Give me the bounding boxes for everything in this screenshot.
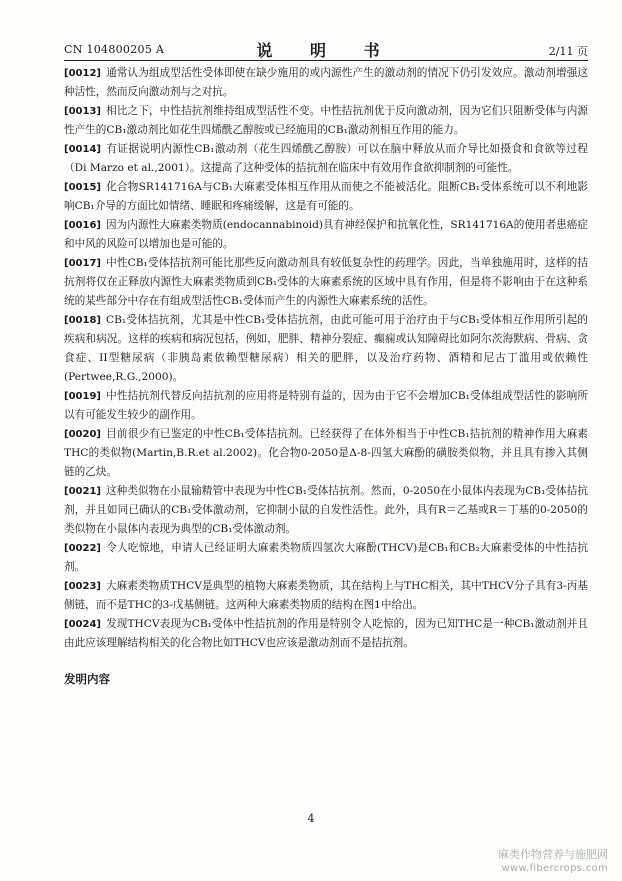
paragraph-0024 <box>64 615 588 653</box>
paragraph-0018 <box>64 311 588 387</box>
paragraph-number: [0015] <box>64 182 101 193</box>
paragraph-0016 <box>64 216 588 254</box>
page-indicator: 2/11 页 <box>548 45 588 58</box>
page-header <box>64 38 588 61</box>
paragraph-0012 <box>64 64 588 102</box>
paragraph-number: [0023] <box>64 581 101 592</box>
paragraph-text: 目前很少有已鉴定的中性CB₁受体拮抗剂。已经获得了在体外相当于中性CB₁拮抗剂的精神作用大麻素THC的类似物(Martin,B.R.et al.2002)。化合物0-2050是Δ-8-四氢大麻酚的磺胺类似物，并且具有掺入其侧链的乙炔。 <box>64 428 588 478</box>
watermark-title: 麻类作物营养与施肥网 <box>498 848 608 861</box>
paragraph-text: 发现THCV表现为CB₁受体中性拮抗剂的作用是特别令人吃惊的，因为已知THC是一种CB₁激动剂并且由此应该理解结构相关的化合物比如THCV也应该是激动剂而不是拮抗剂。 <box>64 618 588 649</box>
document-title: 说 明 书 <box>256 41 396 60</box>
paragraph-text: CB₁受体拮抗剂，尤其是中性CB₁受体拮抗剂，由此可能可用于治疗由于与CB₁受体相互作用所引起的疾病和病况。这样的疾病和病况包括，例如，肥胖、精神分裂症、癫痫或认知障碍比如阿尔茨海默病、骨病、贪食症、II型糖尿病（非胰岛素依赖型糖尿病）相关的肥胖，以及治疗药物、酒精和尼古丁滥用或依赖性(Pertwee,R.G.,2000)。 <box>64 314 588 383</box>
paragraph-number: [0016] <box>64 220 101 231</box>
paragraph-text: 因为内源性大麻素类物质(endocannabinoid)具有神经保护和抗氧化性，SR141716A的使用者患癌症和中风的风险可以增加也是可能的。 <box>64 219 588 250</box>
paragraph-0015 <box>64 178 588 216</box>
paragraph-0017 <box>64 254 588 311</box>
paragraph-number: [0017] <box>64 258 101 269</box>
paragraph-number: [0024] <box>64 619 101 630</box>
paragraph-number: [0019] <box>64 391 101 402</box>
paragraph-number: [0021] <box>64 486 101 497</box>
paragraph-0020 <box>64 425 588 482</box>
paragraph-text: 中性拮抗剂代替反向拮抗剂的应用将是特别有益的，因为由于它不会增加CB₁受体组成型活性的影响所以有可能发生较少的副作用。 <box>64 390 588 421</box>
paragraph-text: 有证据说明内源性CB₁激动剂（花生四烯酰乙醇胺）可以在脑中释放从而介导比如摄食和食欲等过程（Di Marzo et al.,2001）。这提高了这种受体的拮抗剂在临床中有效用作食欲抑制剂的可能性。 <box>64 143 588 174</box>
paragraph-0014 <box>64 140 588 178</box>
paragraph-0019 <box>64 387 588 425</box>
paragraph-number: [0013] <box>64 106 101 117</box>
publication-number: CN 104800205 A <box>64 43 165 56</box>
paragraph-text: 通常认为组成型活性受体即使在缺少施用的或内源性产生的激动剂的情况下仍引发效应。激动剂增强这种活性，然而反向激动剂与之对抗。 <box>64 67 588 98</box>
section-heading: 发明内容 <box>64 672 110 686</box>
paragraph-text: 令人吃惊地，申请人已经证明大麻素类物质四氢次大麻酚(THCV)是CB₁和CB₂大麻素受体的中性拮抗剂。 <box>64 542 588 573</box>
watermark-url: www.fibercrops.com <box>501 863 608 874</box>
paragraph-text: 相比之下，中性拮抗剂维持组成型活性不变。中性拮抗剂优于反向激动剂，因为它们只阻断受体与内源性产生的CB₁激动剂比如花生四烯酰乙醇胺或已经施用的CB₁激动剂相互作用的能力。 <box>64 105 588 136</box>
paragraph-number: [0020] <box>64 429 101 440</box>
paragraph-0022 <box>64 539 588 577</box>
paragraph-number: [0012] <box>64 68 101 79</box>
paragraph-text: 这种类似物在小鼠输精管中表现为中性CB₁受体拮抗剂。然而，0-2050在小鼠体内表现为CB₁受体拮抗剂，并且如同已确认的CB₁受体激动剂，它抑制小鼠的自发性活性。此外，具有R＝乙基或R＝丁基的0-2050的类似物在小鼠体内表现为典型的CB₁受体激动剂。 <box>64 485 588 535</box>
page-number: 4 <box>307 812 315 825</box>
paragraph-number: [0014] <box>64 144 101 155</box>
watermark <box>498 848 608 876</box>
paragraph-text: 中性CB₁受体拮抗剂可能比那些反向激动剂具有较低复杂性的药理学。因此，当单独施用时，这样的拮抗剂将仅在正释放内源性大麻素类物质到CB₁受体的大麻素系统的区域中具有作用，但是将不影响由于在这种系统的某些部分中存在有组成型活性CB₁受体而产生的内源性大麻素系统的活性。 <box>64 257 588 307</box>
paragraph-text: 化合物SR141716A与CB₁大麻素受体相互作用从而使之不能被活化。阻断CB₁受体系统可以不利地影响CB₁介导的方面比如情绪、睡眠和疼痛缓解，这是有可能的。 <box>64 181 588 212</box>
document-body <box>64 64 588 687</box>
paragraph-0023 <box>64 577 588 615</box>
paragraph-number: [0018] <box>64 315 101 326</box>
paragraph-number: [0022] <box>64 543 101 554</box>
paragraph-0013 <box>64 102 588 140</box>
paragraph-0021 <box>64 482 588 539</box>
paragraph-text: 大麻素类物质THCV是典型的植物大麻素类物质，其在结构上与THC相关，其中THCV分子具有3-丙基侧链，而不是THC的3-戊基侧链。这两种大麻素类物质的结构在图1中给出。 <box>64 580 588 611</box>
